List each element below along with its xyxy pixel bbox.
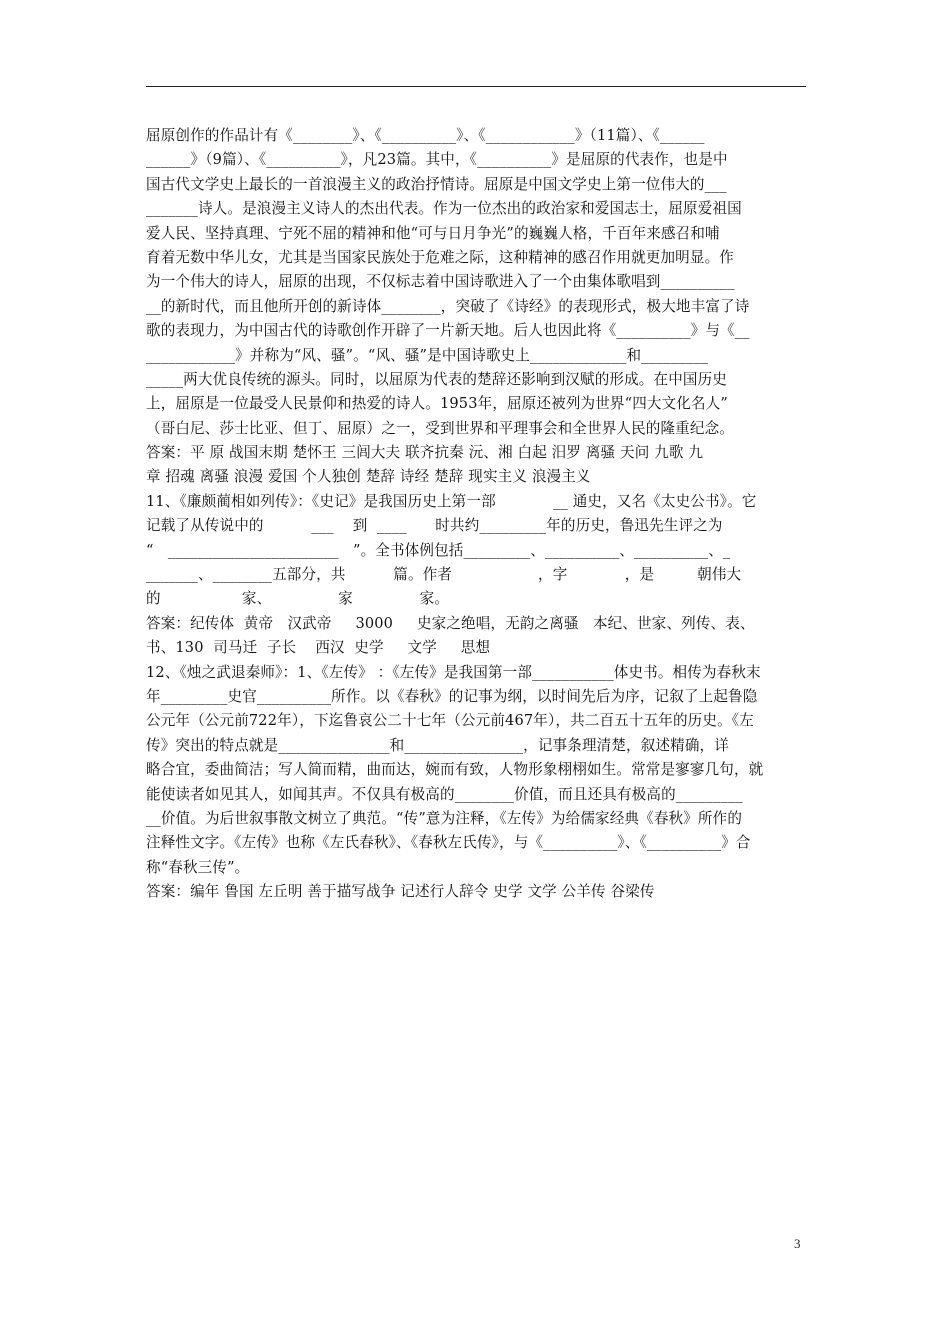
text-line: _______、________五部分，共 篇。作者 ，字 ，是 朝伟大 xyxy=(146,566,742,584)
text-line: 公元年（公元前722年），下迄鲁哀公二十七年（公元前467年），共二百五十五年的历史。《左 xyxy=(146,712,754,730)
text-line: __价值。为后世叙事散文树立了典范。“传”意为注释，《左传》为给儒家经典《春秋》所作的 xyxy=(146,809,743,827)
answer-line: 答案：平 原 战国末期 楚怀王 三闾大夫 联齐抗秦 沅、湘 白起 汨罗 离骚 天问 九歌 九 xyxy=(146,444,704,462)
text-line: 的 家、 家 家。 xyxy=(146,590,450,608)
text-line: “ _______________________ ”。全书体例包括_________、__________、__________、_ xyxy=(146,541,731,559)
text-line: ____________》并称为“风、骚”。“风、骚”是中国诗歌史上_____________和_________ xyxy=(146,346,709,364)
text-line: 年_________史官__________所作。以《春秋》的记事为纲，以时间先后为序，记叙了上起鲁隐 xyxy=(146,687,758,705)
answer-line: 书、130 司马迁 子长 西汉 史学 文学 思想 xyxy=(146,639,491,657)
answer-line: 答案：纪传体 黄帝 汉武帝 3000 史家之绝唱，无韵之离骚 本纪、世家、列传、表、 xyxy=(146,614,755,632)
text-line: 能使读者如见其人，如闻其声。不仅具有极高的________价值，而且还具有极高的_________ xyxy=(146,785,743,803)
page-number: 3 xyxy=(794,1236,801,1251)
text-line: 歌的表现力，为中国古代的诗歌创作开辟了一片新天地。后人也因此将《__________》与《__ xyxy=(146,322,750,340)
text-line: _______诗人。是浪漫主义诗人的杰出代表。作为一位杰出的政治家和爱国志士，屈原爱祖国 xyxy=(146,200,742,218)
text-line: 传》突出的特点就是_______________和________________，记事条理清楚，叙述精确，详 xyxy=(146,736,729,754)
text-line: 略合宜，委曲简洁；写人简而精，曲而达，婉而有致，人物形象栩栩如生。常常是寥寥几句，就 xyxy=(146,761,764,779)
header-rule xyxy=(146,86,806,87)
text-line: _____两大优良传统的源头。同时，以屈原为代表的楚辞还影响到汉赋的形成。在中国历史 xyxy=(146,370,728,388)
text-line: 称“春秋三传”。 xyxy=(146,858,250,876)
answer-line: 答案：编年 鲁国 左丘明 善于描写战争 记述行人辞令 史学 文学 公羊传 谷梁传 xyxy=(146,883,655,901)
text-line: ______》（9篇）、《__________》，凡23篇。其中，《__________》是屈原的代表作，也是中 xyxy=(146,151,728,169)
text-line: 注释性文字。《左传》也称《左氏春秋》、《春秋左氏传》，与《__________》、《__________》合 xyxy=(146,834,751,852)
text-line: 屈原创作的作品计有《________》、《__________》、《____________》（11篇）、《______ xyxy=(146,127,705,144)
text-line: 为一个伟大的诗人，屈原的出现，不仅标志着中国诗歌进入了一个由集体歌唱到__________ xyxy=(146,273,735,291)
question-line: 11、《廉颇蔺相如列传》：《史记》是我国历史上第一部 __ 通史，又名《太史公书》。它 xyxy=(146,492,757,510)
text-line: 上，屈原是一位最受人民景仰和热爱的诗人。1953年，屈原还被列为世界“四大文化名人” xyxy=(146,395,728,413)
text-line: __的新时代，而且他所开创的新诗体________，突破了《诗经》的表现形式，极大地丰富了诗 xyxy=(146,297,750,315)
question-line: 12、《烛之武退秦师》：1、《左传》 ：《左传》是我国第一部___________体史书。相传为春秋末 xyxy=(146,663,761,681)
text-line: （哥白尼、莎士比亚、但丁、屈原）之一，受到世界和平理事会和全世界人民的隆重纪念。 xyxy=(146,419,734,437)
text-line: 国古代文学史上最长的一首浪漫主义的政治抒情诗。屈原是中国文学史上第一位伟大的___ xyxy=(146,175,727,193)
text-line: 爱人民、坚持真理、宁死不屈的精神和他“可与日月争光”的巍巍人格，千百年来感召和哺 xyxy=(146,224,720,242)
document-body xyxy=(146,124,810,905)
answer-line: 章 招魂 离骚 浪漫 爱国 个人独创 楚辞 诗经 楚辞 现实主义 浪漫主义 xyxy=(146,468,591,486)
text-line: 记载了从传说中的 ___ 到 ____ 时共约_________年的历史，鲁迅先生评之为 xyxy=(146,517,723,535)
text-line: 育着无数中华儿女，尤其是当国家民族处于危难之际，这种精神的感召作用就更加明显。作 xyxy=(146,248,734,266)
